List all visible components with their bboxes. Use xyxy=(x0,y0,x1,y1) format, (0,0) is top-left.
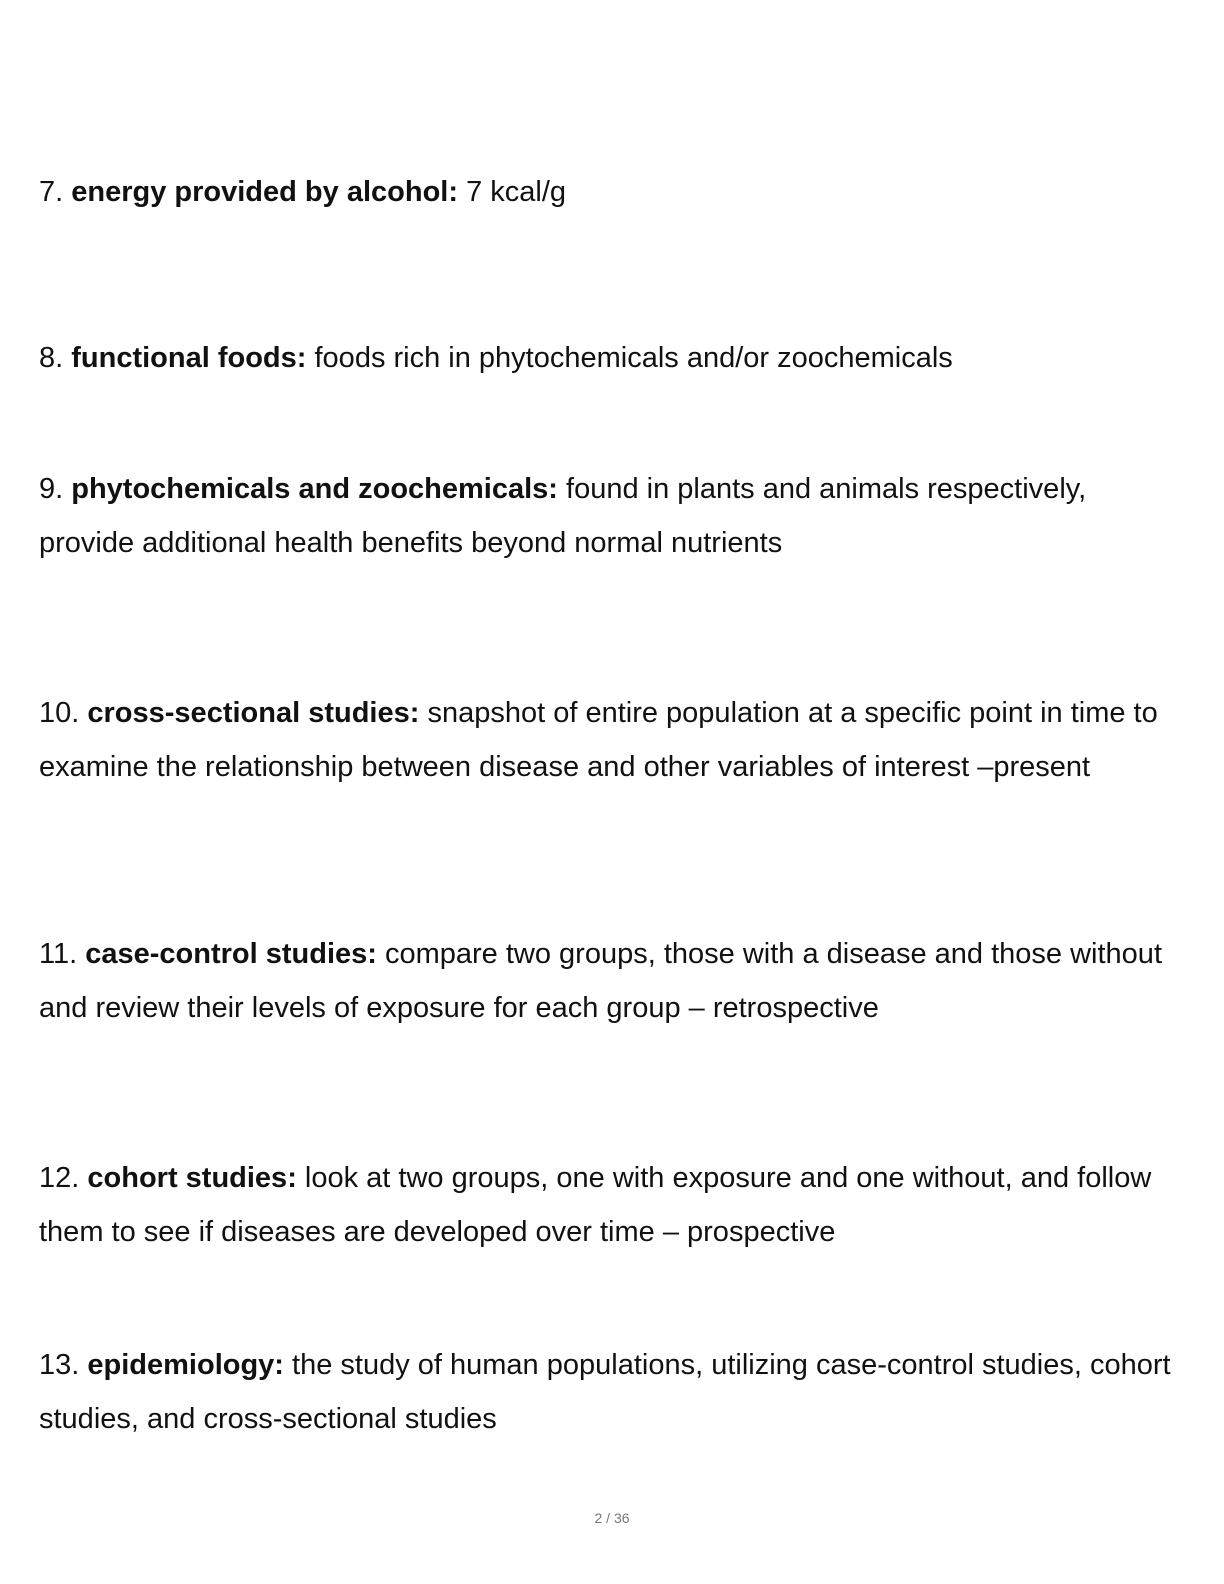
entry-8 xyxy=(39,331,1189,385)
entry-term: phytochemicals and zoochemicals: xyxy=(71,473,558,505)
entry-number: 10. xyxy=(39,697,80,729)
entry-11 xyxy=(39,927,1189,1035)
entry-12 xyxy=(39,1151,1189,1259)
entry-number: 11. xyxy=(39,938,78,970)
entry-number: 13. xyxy=(39,1349,80,1381)
entry-term: cohort studies: xyxy=(87,1162,297,1194)
entry-number: 9. xyxy=(39,473,64,505)
entry-number: 8. xyxy=(39,342,64,374)
entry-term: energy provided by alcohol: xyxy=(71,176,458,208)
entry-definition: found in plants and animals respectively, provide additional health benefits beyond normal nutrients xyxy=(39,473,1087,559)
entry-definition: foods rich in phytochemicals and/or zoochemicals xyxy=(314,342,953,374)
entry-definition: snapshot of entire population at a specific point in time to examine the relationship between disease and other variables of interest –present xyxy=(39,697,1158,783)
entry-definition: 7 kcal/g xyxy=(466,176,567,208)
entry-9 xyxy=(39,462,1189,570)
entry-number: 7. xyxy=(39,176,64,208)
entry-definition: look at two groups, one with exposure and one without, and follow them to see if diseases are developed over time – prospective xyxy=(39,1162,1152,1248)
page-indicator: 2 / 36 xyxy=(594,1510,630,1526)
entry-definition: the study of human populations, utilizing case-control studies, cohort studies, and cross-sectional studies xyxy=(39,1349,1171,1435)
entry-10 xyxy=(39,686,1189,794)
entry-13 xyxy=(39,1338,1189,1446)
entry-term: epidemiology: xyxy=(87,1349,284,1381)
entry-7 xyxy=(39,165,1189,219)
entry-term: functional foods: xyxy=(71,342,307,374)
entry-definition: compare two groups, those with a disease and those without and review their levels of exposure for each group – retrospective xyxy=(39,938,1162,1024)
entry-number: 12. xyxy=(39,1162,80,1194)
entry-term: cross-sectional studies: xyxy=(87,697,420,729)
entry-term: case-control studies: xyxy=(85,938,377,970)
